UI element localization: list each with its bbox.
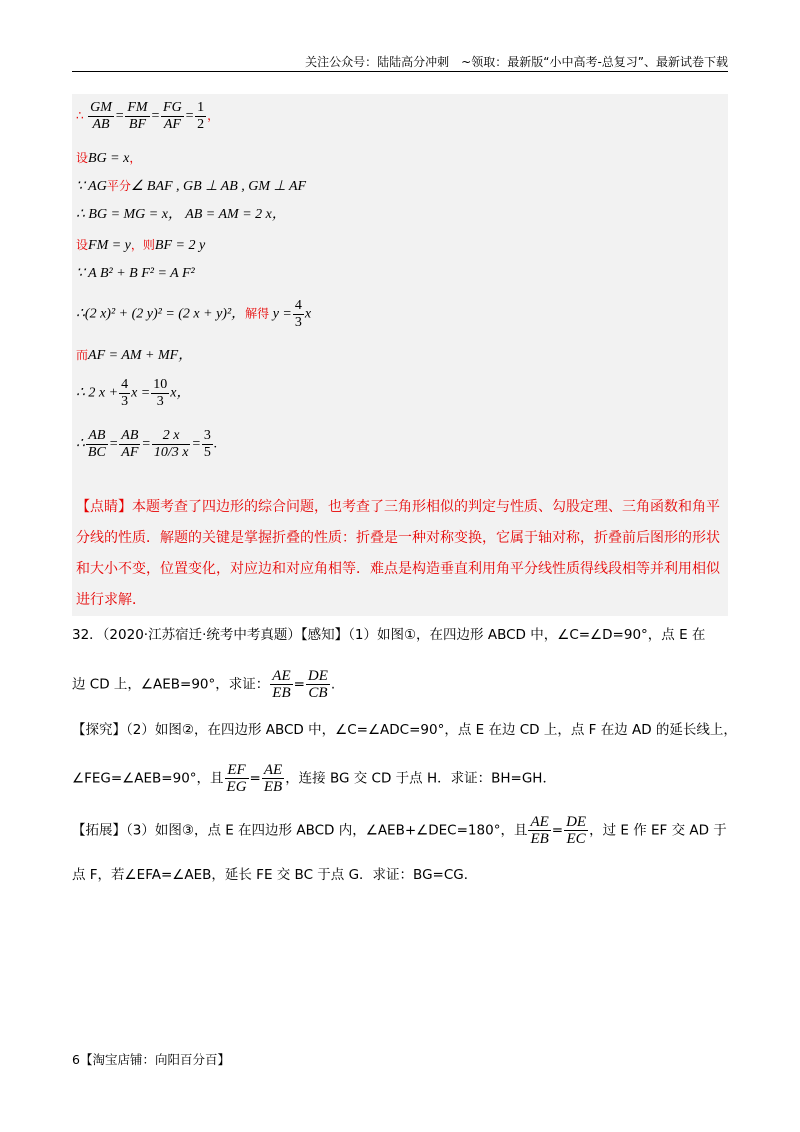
fraction: $\frac{AB}{BC}$: [87, 428, 106, 460]
fraction: $\frac{GM}{AB}$: [90, 100, 112, 132]
question-line-2: 边 CD 上，∠AEB=90°，求证： $\frac{AE}{EB}$ = $\frac{DE}{CB}$ .: [72, 668, 336, 701]
question-line-1: 32．（2020·江苏宿迁·统考中考真题）【感知】（1）如图①，在四边形 ABCD 中，∠C=∠D=90°，点 E 在: [72, 627, 706, 643]
fraction: $\frac{DE}{CB}$: [307, 668, 328, 701]
fraction: $\frac{EF}{EG}$: [226, 762, 247, 795]
fraction: $\frac{AE}{EB}$: [530, 814, 549, 847]
key-point-note: 【点睛】本题考查了四边形的综合问题，也考查了三角形相似的判定与性质、勾股定理、三角函数和角平分线的性质．解题的关键是掌握折叠的性质：折叠是一种对称变换，它属于轴对称，折叠前后图形的形状和大小不变，位置变化，对应边和对应角相等．难点是构造垂直利用角平分线性质得线段相等并利用相似进行求解．: [76, 499, 720, 608]
solution-line-7: ∴(2 x)² + (2 y)² = (2 x + y)²，解得 y = $\frac{4}{3}$ x: [76, 298, 312, 330]
fraction: $\frac{FG}{AF}$: [163, 100, 182, 132]
fraction: $\frac{10}{3}$: [153, 377, 168, 409]
solution-line-3: ∵ AG平分∠ BAF , GB ⊥ AB , GM ⊥ AF: [76, 179, 307, 194]
solution-line-5: 设FM = y，则BF = 2 y: [76, 238, 206, 253]
fraction: $\frac{FM}{BF}$: [127, 100, 148, 132]
fraction: $\frac{1}{2}$: [197, 100, 205, 132]
fraction: $\frac{AB}{AF}$: [121, 428, 139, 460]
solution-line-1: ∴ $\frac{GM}{AB}$ = $\frac{FM}{BF}$ = $\frac{FG}{AF}$ = $\frac{1}{2}$ ，: [76, 100, 220, 132]
solution-line-8: 而AF = AM + MF，: [76, 348, 193, 363]
solution-line-6: ∵ A B² + B F² = A F²: [76, 266, 195, 281]
header-rule: [72, 71, 728, 72]
fraction: $\frac{4}{3}$: [121, 377, 129, 409]
therefore-symbol: ∴: [76, 108, 84, 123]
fraction: $\frac{AE}{EB}$: [272, 668, 291, 701]
solution-line-9: ∴ 2 x + $\frac{4}{3}$ x = $\frac{10}{3}$ x，: [76, 377, 191, 409]
fraction: $\frac{3}{5}$: [203, 428, 211, 460]
solution-line-2: 设BG = x，: [76, 151, 142, 166]
question-line-6: 点 F，若∠EFA=∠AEB，延长 FE 交 BC 于点 G．求证：BG=CG．: [72, 867, 478, 883]
fraction: $\frac{2 x}{10/3 x}$: [153, 428, 189, 460]
page-header: 关注公众号：陆陆高分冲刺 ~领取：最新版“小中高考-总复习”、最新试卷下载: [305, 55, 728, 69]
question-line-4: ∠FEG=∠AEB=90°，且 $\frac{EF}{EG}$ = $\frac{AE}{EB}$ ，连接 BG 交 CD 于点 H．求证：BH=GH．: [72, 762, 556, 795]
solution-line-4: ∴ BG = MG = x， AB = AM = 2 x，: [76, 207, 286, 222]
fraction: $\frac{4}{3}$: [294, 298, 302, 330]
solution-line-10: ∴ $\frac{AB}{BC}$ = $\frac{AB}{AF}$ = $\frac{2 x}{10/3 x}$ = $\frac{3}{5}$ .: [76, 428, 218, 460]
page-footer: 6【淘宝店铺：向阳百分百】: [72, 1052, 230, 1067]
fraction: $\frac{AE}{EB}$: [263, 762, 283, 795]
fraction: $\frac{DE}{EC}$: [566, 814, 587, 847]
question-line-5: 【拓展】（3）如图③，点 E 在四边形 ABCD 内，∠AEB+∠DEC=180°，且 $\frac{AE}{EB}$ = $\frac{DE}{EC}$ ，过 E 作 EF 交 AD 于: [72, 814, 727, 847]
question-line-3: 【探究】（2）如图②，在四边形 ABCD 中，∠C=∠ADC=90°，点 E 在边 CD 上，点 F 在边 AD 的延长线上，: [72, 722, 737, 738]
